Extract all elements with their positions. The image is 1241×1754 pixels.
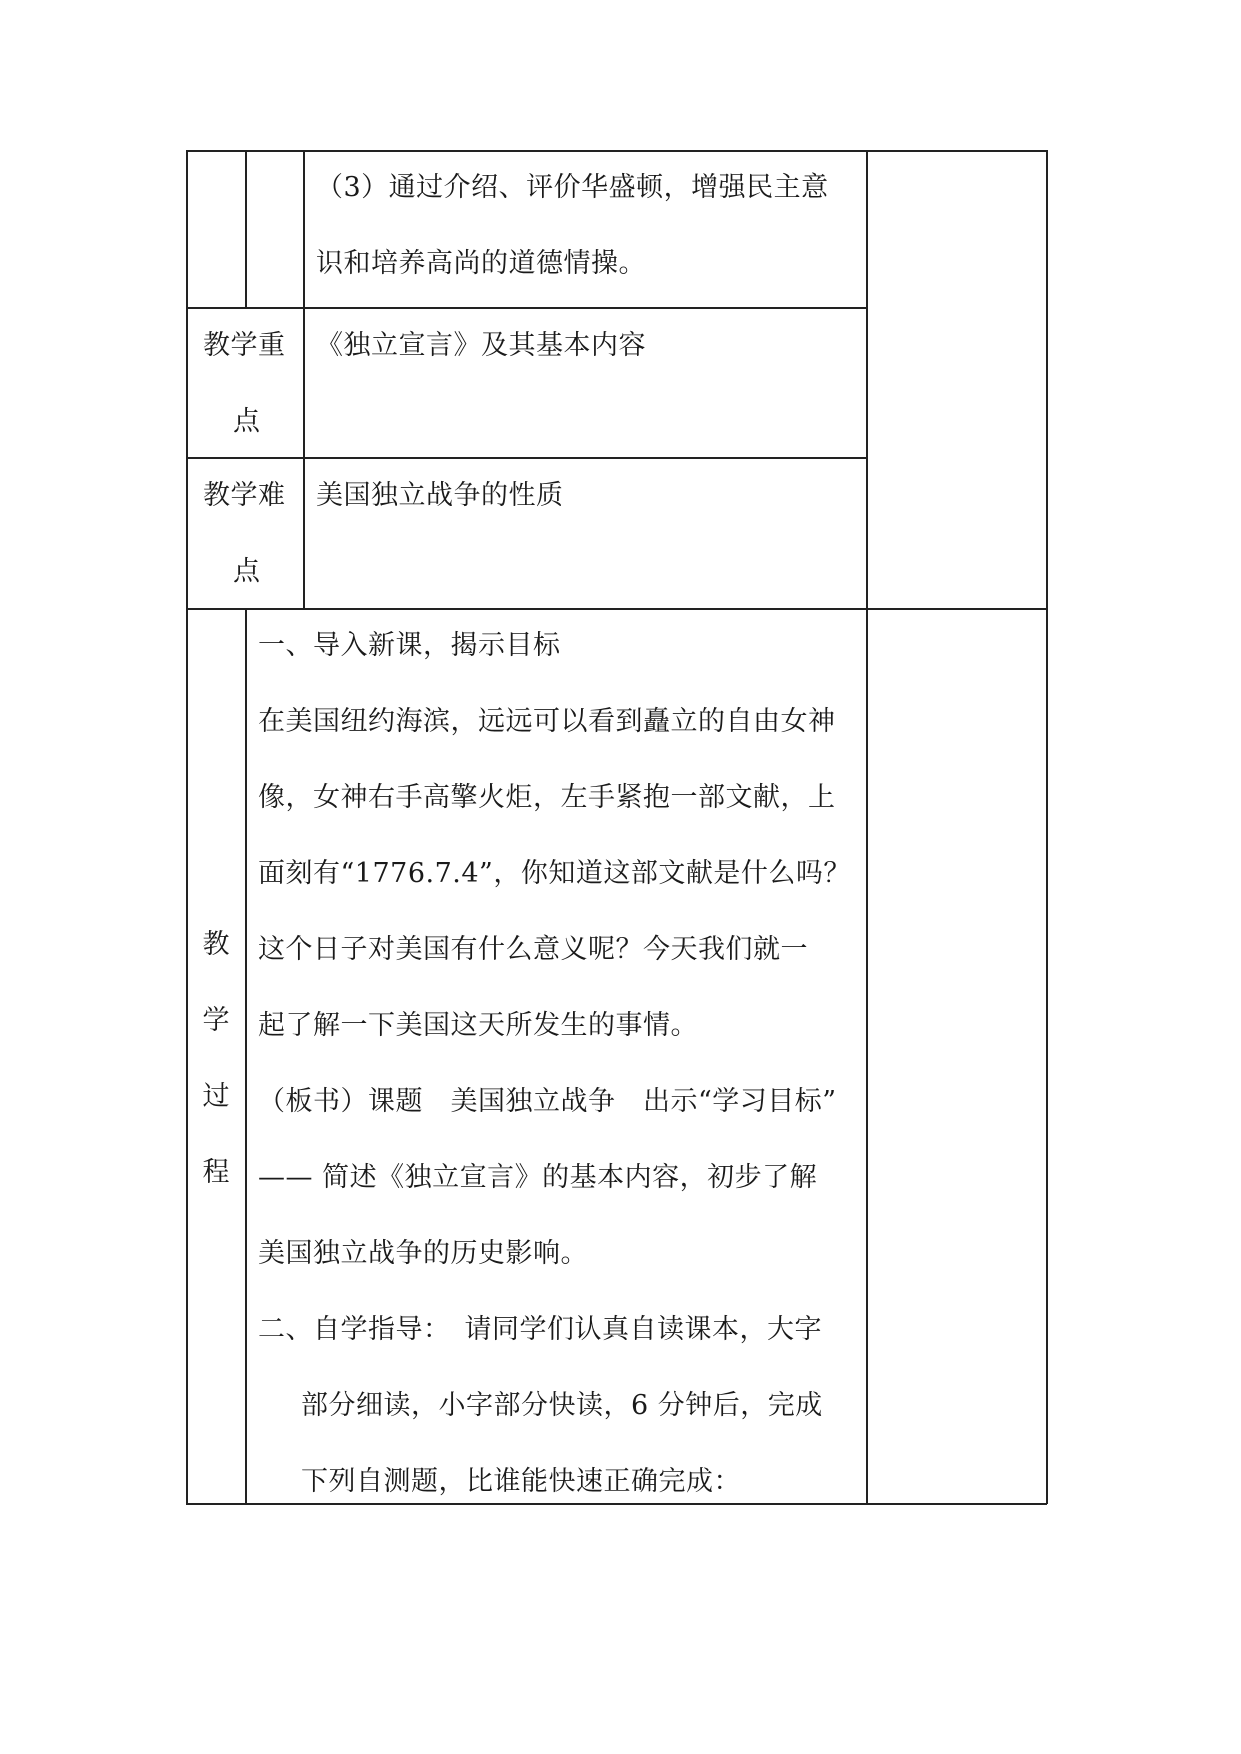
column-divider <box>245 150 247 308</box>
key-point-label: 教学重 <box>203 330 286 361</box>
difficulty-label: 教学难 <box>203 480 286 511</box>
column-divider <box>303 150 305 609</box>
table-border-right <box>1046 150 1048 1504</box>
process-line: —— 简述《独立宣言》的基本内容，初步了解 <box>258 1162 818 1193</box>
process-line: 在美国纽约海滨，远远可以看到矗立的自由女神 <box>258 706 836 737</box>
objectives-line: 识和培养高尚的道德情操。 <box>316 248 646 279</box>
process-line: 起了解一下美国这天所发生的事情。 <box>258 1010 698 1041</box>
process-line: 像，女神右手高擎火炬，左手紧抱一部文献，上 <box>258 782 836 813</box>
process-line: （板书）课题 美国独立战争 出示“学习目标” <box>258 1086 837 1117</box>
difficulty-label: 点 <box>233 556 261 587</box>
process-line: 部分细读，小字部分快读，6 分钟后，完成 <box>301 1390 823 1421</box>
key-point-label: 点 <box>233 406 261 437</box>
objectives-line: （3）通过介绍、评价华盛顿，增强民主意 <box>316 172 829 203</box>
key-point-content: 《独立宣言》及其基本内容 <box>316 330 646 361</box>
process-label-char: 教 <box>202 929 230 960</box>
process-line: 二、自学指导： 请同学们认真自读课本，大字 <box>258 1314 822 1345</box>
process-line: 这个日子对美国有什么意义呢？今天我们就一 <box>258 934 808 965</box>
process-line: 一、导入新课，揭示目标 <box>258 630 561 661</box>
table-border-left <box>186 150 188 1504</box>
process-label-char: 过 <box>202 1081 230 1112</box>
process-line: 下列自测题，比谁能快速正确完成： <box>301 1466 741 1497</box>
column-divider <box>866 150 868 1504</box>
process-line: 面刻有“1776.7.4”，你知道这部文献是什么吗？ <box>258 858 851 889</box>
difficulty-content: 美国独立战争的性质 <box>316 480 564 511</box>
process-label-char: 学 <box>202 1005 230 1036</box>
process-label-char: 程 <box>202 1157 230 1188</box>
process-line: 美国独立战争的历史影响。 <box>258 1238 588 1269</box>
